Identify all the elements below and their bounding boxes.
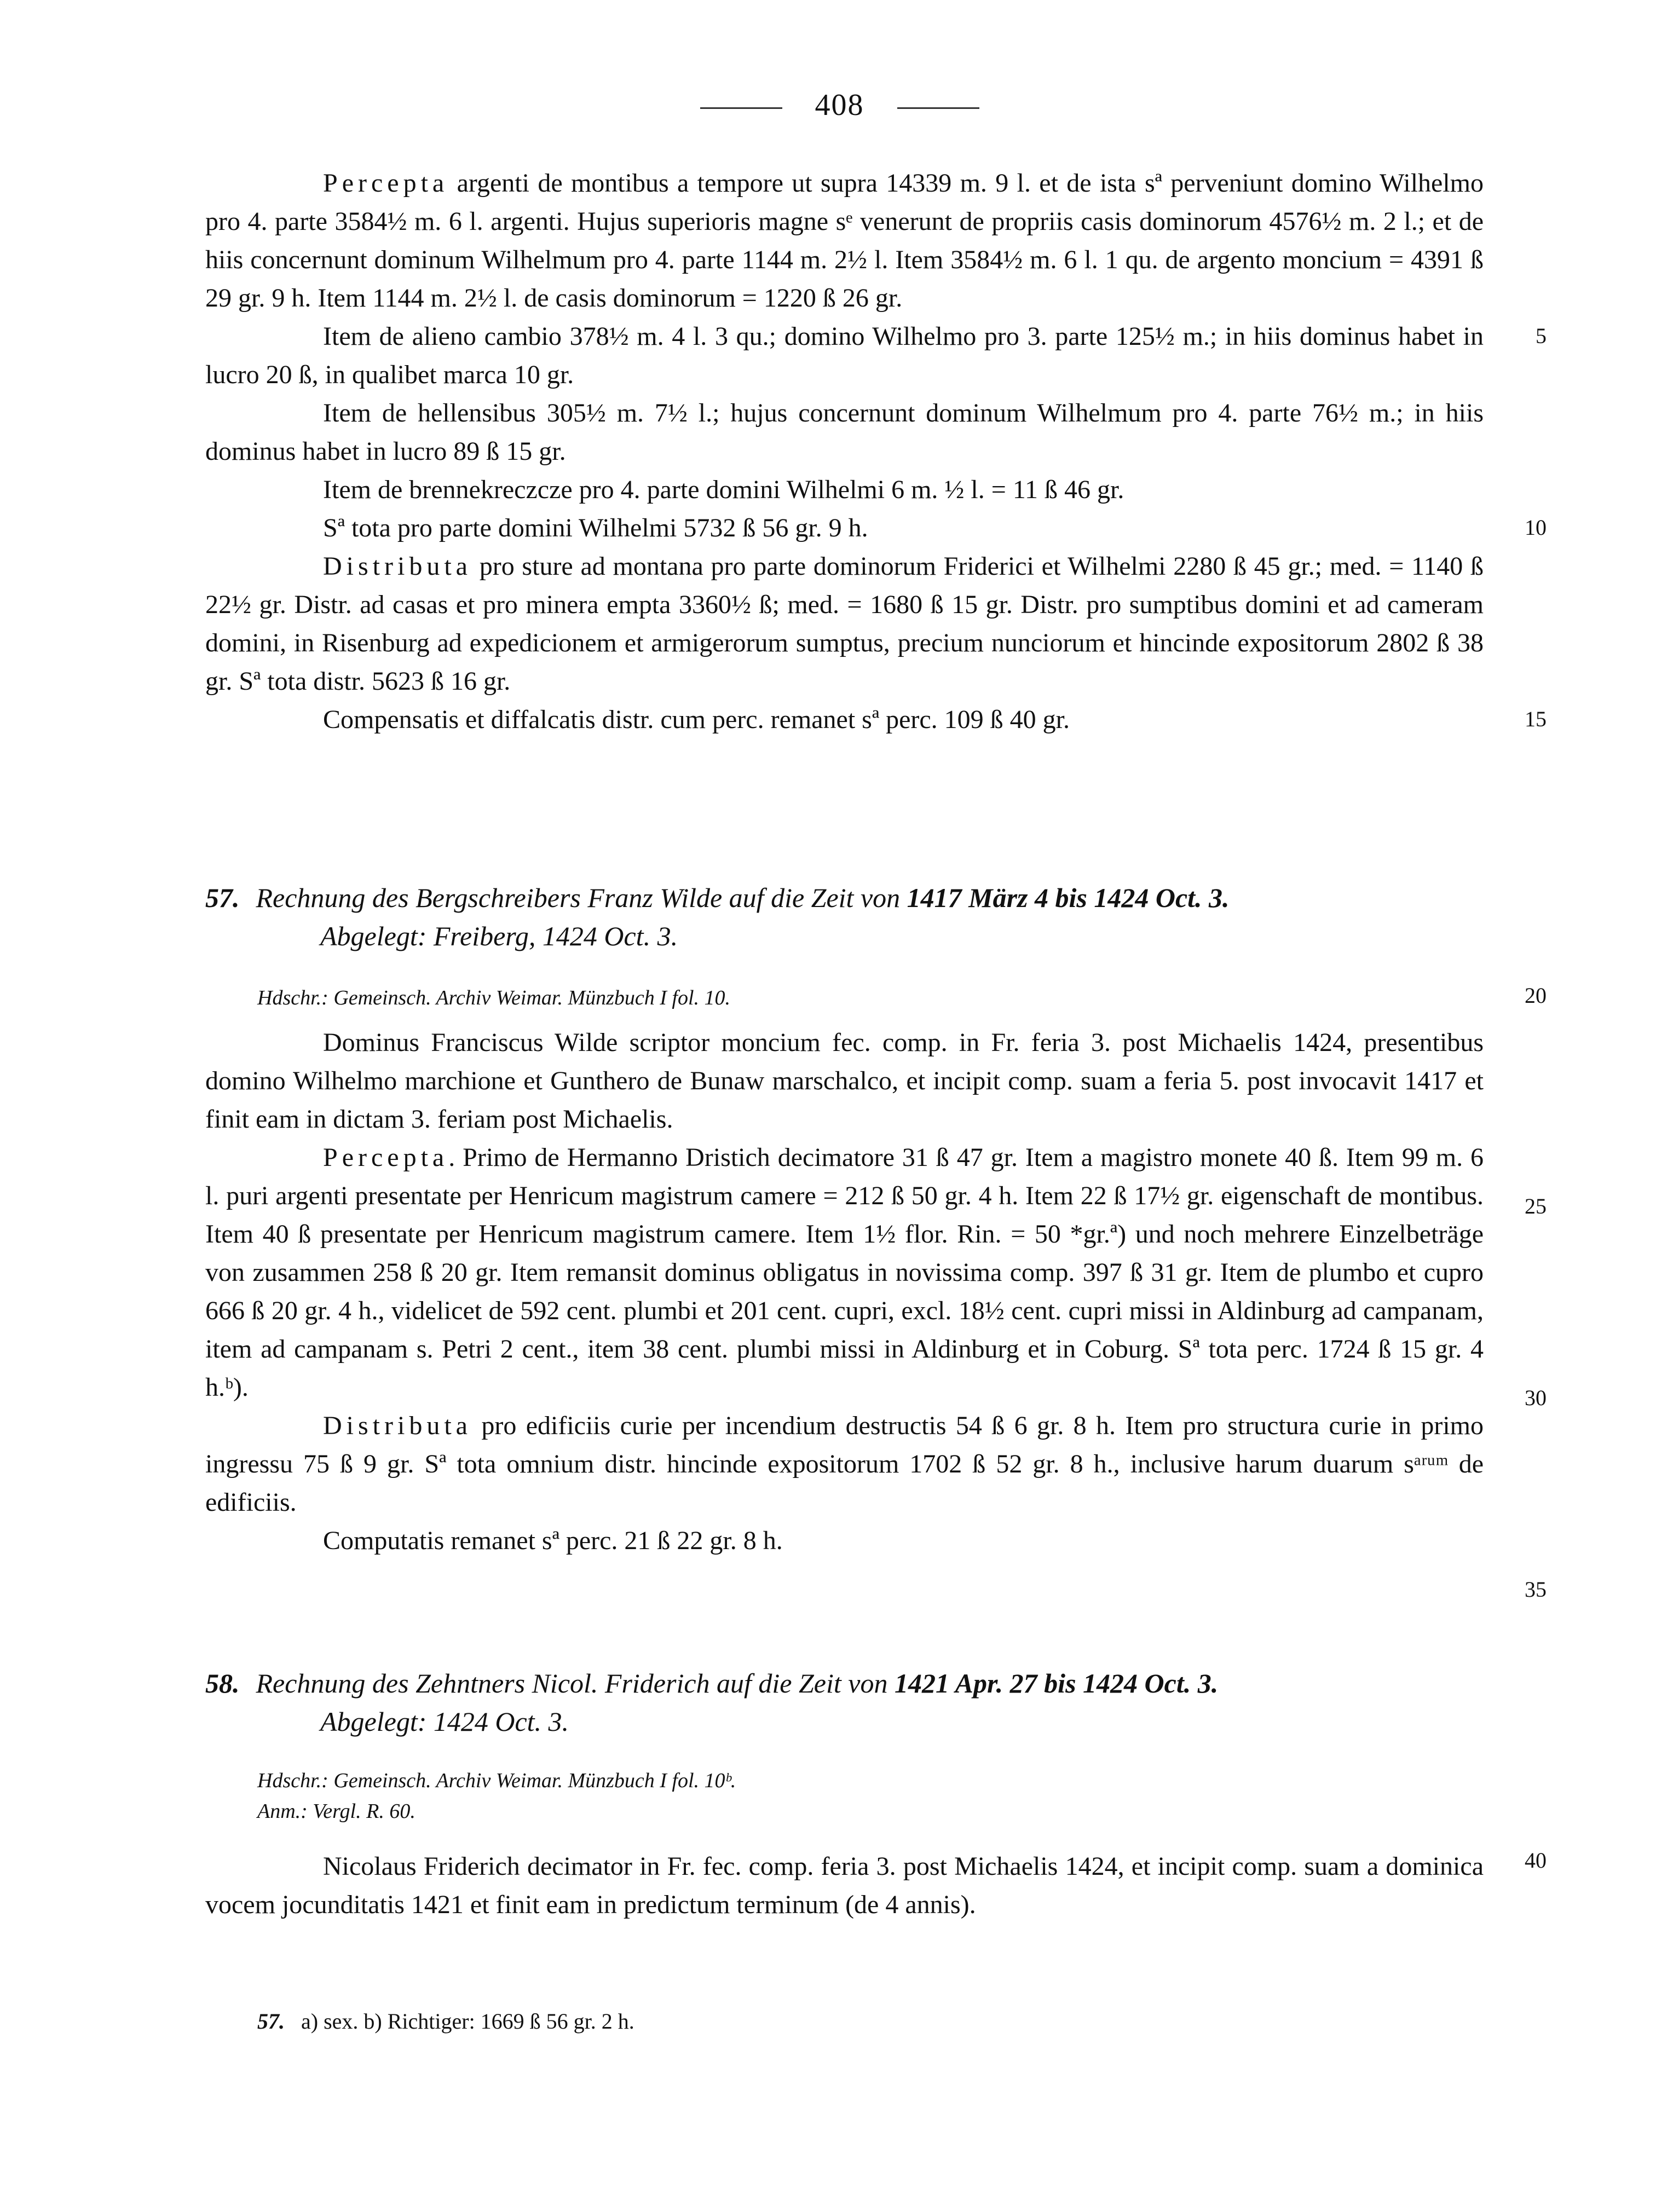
doc57-paragraph-percepta: Percepta. Primo de Hermanno Dristich decimatore 31 ß 47 gr. Item a magistro monete 40 ß. Item 99 m. 6 l. puri argenti presentate per Henricum magistrum camere = 212 ß 50 gr. 4 h. Item 22 ß 17½ gr. eigenschaft de montibus. Item 40 ß presentate per Henricum magistrum camere. Item 1½ flor. Rin. = 50 *gr.ª) und noch mehrere Einzelbeträge von zusammen 258 ß 20 gr. Item remansit dominus obligatus in novissima comp. 397 ß 31 gr. Item de plumbo et cupro 666 ß 20 gr. 4 h., videlicet de 592 cent. plumbi et 201 cent. cupri, excl. 18½ cent. cupri missi in Aldinburg ad campanam, item ad campanam s. Petri 2 cent., item 38 cent. plumbi missi in Aldinburg et in Coburg. Sª tota perc. 1724 ß 15 gr. 4 h.ᵇ). (205, 1143, 1484, 1402)
doc58-paragraph-intro: Nicolaus Friderich decimator in Fr. fec. comp. feria 3. post Michaelis 1424, et incipit comp. suam a dominica vocem jocunditatis 1421 et finit eam in predictum terminum (de 4 annis). (205, 1852, 1484, 1919)
doc58-heading (205, 1664, 1484, 1741)
doc58-source (257, 1765, 1484, 1827)
doc58-body (205, 1847, 1484, 1924)
doc58-note-line: Anm.: Vergl. R. 60. (257, 1800, 416, 1823)
footnote (257, 2006, 1484, 2037)
line-number-25: 25 (1525, 1194, 1547, 1218)
doc57-source: Hdschr.: Gemeinsch. Archiv Weimar. Münzbuch I fol. 10. (257, 986, 731, 1009)
doc57-dates: 1417 März 4 bis 1424 Oct. 3. (907, 882, 1230, 913)
paragraph-hellensibus: Item de hellensibus 305½ m. 7½ l.; hujus concernunt dominum Wilhelmum pro 4. parte 76½ m.; in hiis dominus habet in lucro 89 ß 15 gr. (205, 398, 1484, 466)
paragraph-compensatis: Compensatis et diffalcatis distr. cum perc. remanet sª perc. 109 ß 40 gr. (323, 705, 1070, 734)
line-number-20: 20 (1525, 983, 1547, 1008)
doc57-paragraph-computatis: Computatis remanet sª perc. 21 ß 22 gr. 8 h. (323, 1526, 783, 1555)
section-top (205, 164, 1484, 739)
line-number-5: 5 (1536, 324, 1547, 348)
line-number-40: 40 (1525, 1848, 1547, 1873)
page-number: 408 (815, 88, 864, 122)
doc58-title: Rechnung des Zehntners Nicol. Friderich auf die Zeit von (256, 1668, 895, 1699)
paragraph-percepta: Percepta argenti de montibus a tempore ut supra 14339 m. 9 l. et de ista sª perveniunt domino Wilhelmo pro 4. parte 3584½ m. 6 l. argenti. Hujus superioris magne sᵉ venerunt de propriis casis dominorum 4576½ m. 2 l.; et de hiis concernunt dominum Wilhelmum pro 4. parte 1144 m. 2½ l. Item 3584½ m. 6 l. 1 qu. de argento moncium = 4391 ß 29 gr. 9 h. Item 1144 m. 2½ l. de casis dominorum = 1220 ß 26 gr. (205, 169, 1484, 313)
footnote-text: a) sex. b) Richtiger: 1669 ß 56 gr. 2 h. (301, 2009, 634, 2034)
footnote-number: 57. (257, 2009, 285, 2034)
doc57-heading (205, 879, 1484, 955)
paragraph-brennekreczcze: Item de brennekreczcze pro 4. parte domini Wilhelmi 6 m. ½ l. = 11 ß 46 gr. (323, 475, 1124, 504)
doc57-title: Rechnung des Bergschreibers Franz Wilde auf die Zeit von (256, 882, 907, 913)
doc57-number: 57. (205, 882, 240, 913)
line-number-35: 35 (1525, 1577, 1547, 1602)
line-number-15: 15 (1525, 707, 1547, 731)
paragraph-summa-tota: Sª tota pro parte domini Wilhelmi 5732 ß 56 gr. 9 h. (323, 513, 868, 542)
header-rule-left (700, 107, 782, 109)
header-rule-right (897, 107, 979, 109)
doc57-paragraph-intro: Dominus Franciscus Wilde scriptor moncium fec. comp. in Fr. feria 3. post Michaelis 1424, presentibus domino Wilhelmo marchione et Gunthero de Bunaw marschalco, et incipit comp. suam a feria 5. post invocavit 1417 et finit eam in dictam 3. feriam post Michaelis. (205, 1028, 1484, 1134)
doc58-number: 58. (205, 1668, 240, 1699)
line-number-10: 10 (1525, 515, 1547, 540)
doc58-source-line: Hdschr.: Gemeinsch. Archiv Weimar. Münzbuch I fol. 10ᵇ. (257, 1769, 736, 1792)
doc57-body (205, 1024, 1484, 1560)
paragraph-distributa: Distributa pro sture ad montana pro parte dominorum Friderici et Wilhelmi 2280 ß 45 gr.; med. = 1140 ß 22½ gr. Distr. ad casas et pro minera empta 3360½ ß; med. = 1680 ß 15 gr. Distr. pro sumptibus domini et ad cameram domini, in Risenburg ad expedicionem et armigerorum sumptus, precium nunciorum et hincinde expositorum 2802 ß 38 gr. Sª tota distr. 5623 ß 16 gr. (205, 552, 1484, 696)
doc58-dates: 1421 Apr. 27 bis 1424 Oct. 3. (894, 1668, 1219, 1699)
doc58-subline: Abgelegt: 1424 Oct. 3. (320, 1706, 569, 1737)
paragraph-alieno-cambio: Item de alieno cambio 378½ m. 4 l. 3 qu.; domino Wilhelmo pro 3. parte 125½ m.; in hiis dominus habet in lucro 20 ß, in qualibet marca 10 gr. (205, 322, 1484, 389)
line-number-30: 30 (1525, 1385, 1547, 1410)
doc57-subline: Abgelegt: Freiberg, 1424 Oct. 3. (320, 921, 678, 951)
doc57-paragraph-distributa: Distributa pro edificiis curie per incendium destructis 54 ß 6 gr. 8 h. Item pro structura curie in primo ingressu 75 ß 9 gr. Sª tota omnium distr. hincinde expositorum 1702 ß 52 gr. 8 h., inclusive harum duarum sᵃʳᵘᵐ de edificiis. (205, 1411, 1484, 1517)
page-header (0, 88, 1679, 123)
